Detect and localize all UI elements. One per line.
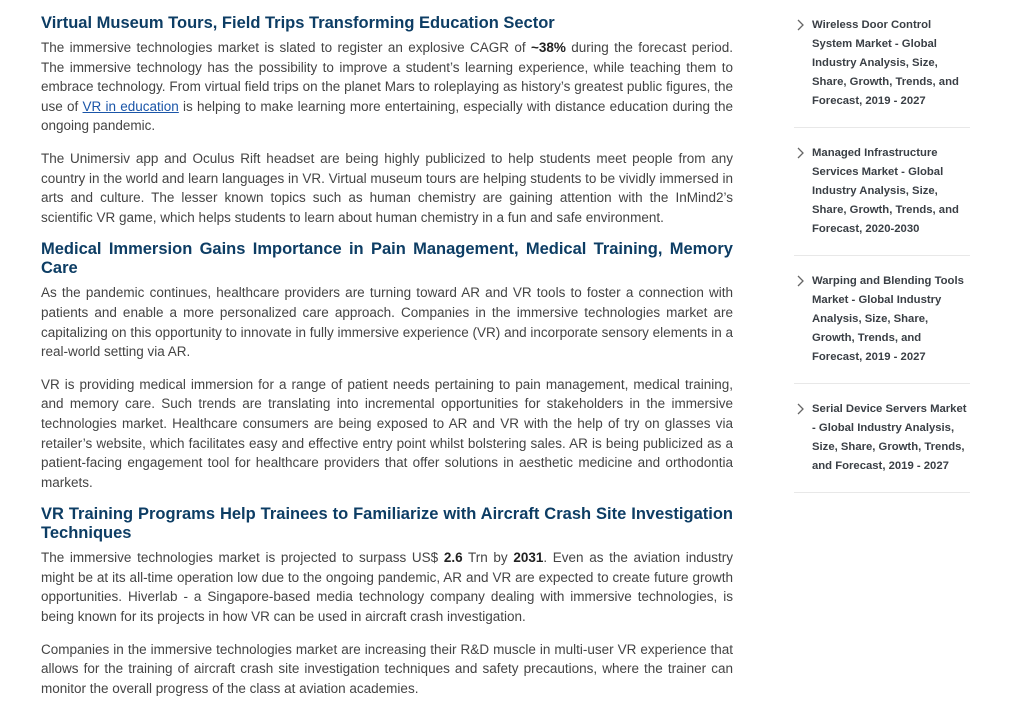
paragraph-aviation-1 <box>41 548 733 626</box>
related-report-title: Warping and Blending Tools Market - Global Industry Analysis, Size, Share, Growth, Trends, and Forecast, 2019 - 2027 <box>812 275 964 363</box>
section-heading-medical: Medical Immersion Gains Importance in Pain Management, Medical Training, Memory Care <box>41 240 733 278</box>
chevron-right-icon <box>795 145 807 161</box>
chevron-right-icon <box>795 17 807 33</box>
paragraph-text: The immersive technologies market is slated to register an explosive CAGR of <box>41 40 531 55</box>
paragraph-text: during the forecast period. The immersive technology has the possibility to improve a student’s learning experience, while teaching them to embrace technology. From virtual field trips on the planet Mars to roleplaying as history’s greatest public figures, the use of <box>41 40 733 114</box>
section-heading-education: Virtual Museum Tours, Field Trips Transforming Education Sector <box>41 14 555 32</box>
related-report-link[interactable] <box>794 142 970 256</box>
related-report-title: Wireless Door Control System Market - Global Industry Analysis, Size, Share, Growth, Trends, and Forecast, 2019 - 2027 <box>812 19 959 107</box>
paragraph-text: The immersive technologies market is projected to surpass US$ <box>41 550 444 566</box>
related-report-title: Managed Infrastructure Services Market - Global Industry Analysis, Size, Share, Growth, Trends, and Forecast, 2020-2030 <box>812 147 959 235</box>
cagr-value: ~38% <box>530 40 566 55</box>
paragraph-aviation-2: Companies in the immersive technologies market are increasing their R&D muscle in multi-user VR experience that allows for the training of aircraft crash site investigation techniques and safety precautions, where the trainer can monitor the overall progress of the class at aviation academies. <box>41 641 733 696</box>
paragraph-text: Trn by <box>462 550 514 566</box>
vr-in-education-link[interactable]: VR in education <box>82 98 179 114</box>
forecast-year-value: 2031 <box>513 550 544 566</box>
paragraph-medical-1: As the pandemic continues, healthcare providers are turning toward AR and VR tools to foster a connection with patients and enable a more personalized care approach. Companies in the immersive technologies market are capitalizing on this opportunity to innovate in fully immersive experience (VR) and incorporate sensory elements in a real-world setting via AR. <box>41 285 733 360</box>
related-reports-sidebar <box>794 14 970 507</box>
related-report-link[interactable] <box>794 270 970 384</box>
market-size-value: 2.6 <box>443 550 463 566</box>
article-content <box>41 14 733 711</box>
paragraph-text: is helping to make learning more entertaining, especially with distance education during the ongoing pandemic. <box>41 98 734 134</box>
paragraph-education-1 <box>41 38 733 136</box>
chevron-right-icon <box>795 273 807 289</box>
related-report-title: Serial Device Servers Market - Global Industry Analysis, Size, Share, Growth, Trends, and Forecast, 2019 - 2027 <box>812 403 967 472</box>
paragraph-education-2: The Unimersiv app and Oculus Rift headset are being highly publicized to help students meet people from any country in the world and learn languages in VR. Virtual museum tours are helping students to be vividly immersed in arts and culture. The lesser known topics such as human chemistry are gaining attention with the InMind2’s scientific VR game, which helps students to learn about human chemistry in a fun and safe environment. <box>41 150 733 225</box>
paragraph-text: . Even as the aviation industry might be at its all-time operation low due to the ongoing pandemic, AR and VR are expected to create future growth opportunities. Hiverlab - a Singapore-based media technology company dealing with immersive technologies, is being known for its projects in how VR can be used in aircraft crash investigation. <box>41 550 733 625</box>
chevron-right-icon <box>795 401 807 417</box>
section-heading-aviation: VR Training Programs Help Trainees to Familiarize with Aircraft Crash Site Investigation Techniques <box>41 505 733 543</box>
related-report-link[interactable] <box>794 398 970 493</box>
related-report-link[interactable] <box>794 14 970 128</box>
paragraph-medical-2: VR is providing medical immersion for a range of patient needs pertaining to pain management, medical training, and memory care. Such trends are translating into incremental opportunities for stakeholders in the immersive technologies market. Healthcare consumers are being exposed to AR and VR with the help of try on glasses via retailer’s website, which facilitates easy and effective entry point whilst bolstering sales. AR is being publicized as a patient-facing engagement tool for healthcare providers that offer solutions in aesthetic medicine and orthodontia markets. <box>41 376 733 490</box>
